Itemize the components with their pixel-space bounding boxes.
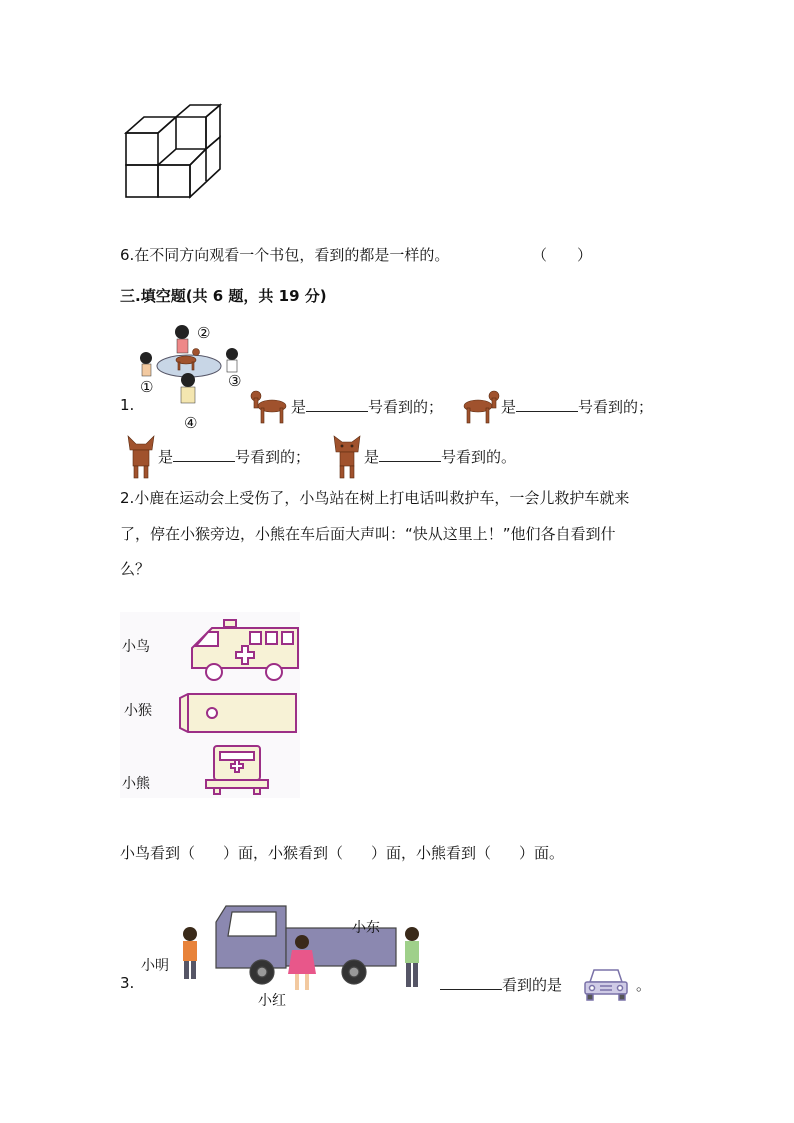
observers-figure [136,322,246,414]
name-ming: 小明 [141,958,169,974]
ambulance-side-view [188,618,302,682]
suffix-text: 号看到的； [235,448,311,466]
truck-front-view-icon [582,966,630,1002]
face-text-3: ）面。 [519,844,565,862]
fill-1-line-2a [158,446,310,467]
label-bird: 小鸟 [122,639,150,655]
observer-3-label: ③ [228,372,242,390]
fill-3-number: 3. [120,974,135,992]
fill-1-line-1b [501,396,653,417]
face-text-2: ）面，小熊看到（ [371,844,492,862]
answer-blank[interactable] [516,397,578,412]
fill-2-line-1: 2.小鹿在运动会上受伤了，小鸟站在树上打电话叫救护车，一会儿救护车就来 [120,489,630,507]
is-text: 是 [501,398,517,416]
answer-blank[interactable] [379,447,441,462]
observer-2-label: ② [197,324,211,342]
observer-1-label: ① [140,378,154,396]
fill-3-end: 。 [636,976,652,994]
question-6-text: 6.在不同方向观看一个书包，看到的都是一样的。 [120,246,450,264]
suffix-text: 号看到的； [578,398,654,416]
suffix-text: 号看到的； [368,398,444,416]
observer-4-label: ④ [184,414,198,432]
is-text: 是 [364,448,380,466]
cube-stack-figure [124,103,224,199]
ambulance-back-view [204,744,270,796]
bird-saw-text: 小鸟看到（ [120,844,196,862]
name-hong: 小红 [258,993,286,1009]
answer-paren: （ ） [532,246,593,264]
section-title: 三.填空题(共 6 题，共 19 分) [120,287,327,305]
deer-front-icon [330,434,364,480]
is-text: 是 [158,448,174,466]
is-text: 是 [291,398,307,416]
fill-2-line-2: 了，停在小猴旁边，小熊在车后面大声叫：“快从这里上！”他们各自看到什 [120,525,616,543]
label-monkey: 小猴 [124,703,152,719]
fill-2-answer-line [120,842,564,863]
fill-2-line-3: 么？ [120,560,151,578]
deer-side-left-icon [248,386,292,426]
answer-blank[interactable] [173,447,235,462]
name-dong: 小东 [352,920,380,936]
face-text-1: ）面，小猴看到（ [223,844,344,862]
truck-scene [176,898,438,1004]
fill-1-number: 1. [120,396,135,414]
fill-1-line-1a [291,396,443,417]
fill-3-answer [440,974,562,995]
label-bear: 小熊 [122,776,150,792]
ambulance-top-view [176,690,300,736]
question-6 [120,244,449,265]
deer-back-icon [124,434,158,480]
answer-blank[interactable] [440,975,502,990]
answer-blank[interactable] [306,397,368,412]
suffix-text: 号看到的。 [441,448,517,466]
saw-text: 看到的是 [502,976,563,994]
fill-1-line-2b [364,446,516,467]
deer-side-right-icon [458,386,502,426]
